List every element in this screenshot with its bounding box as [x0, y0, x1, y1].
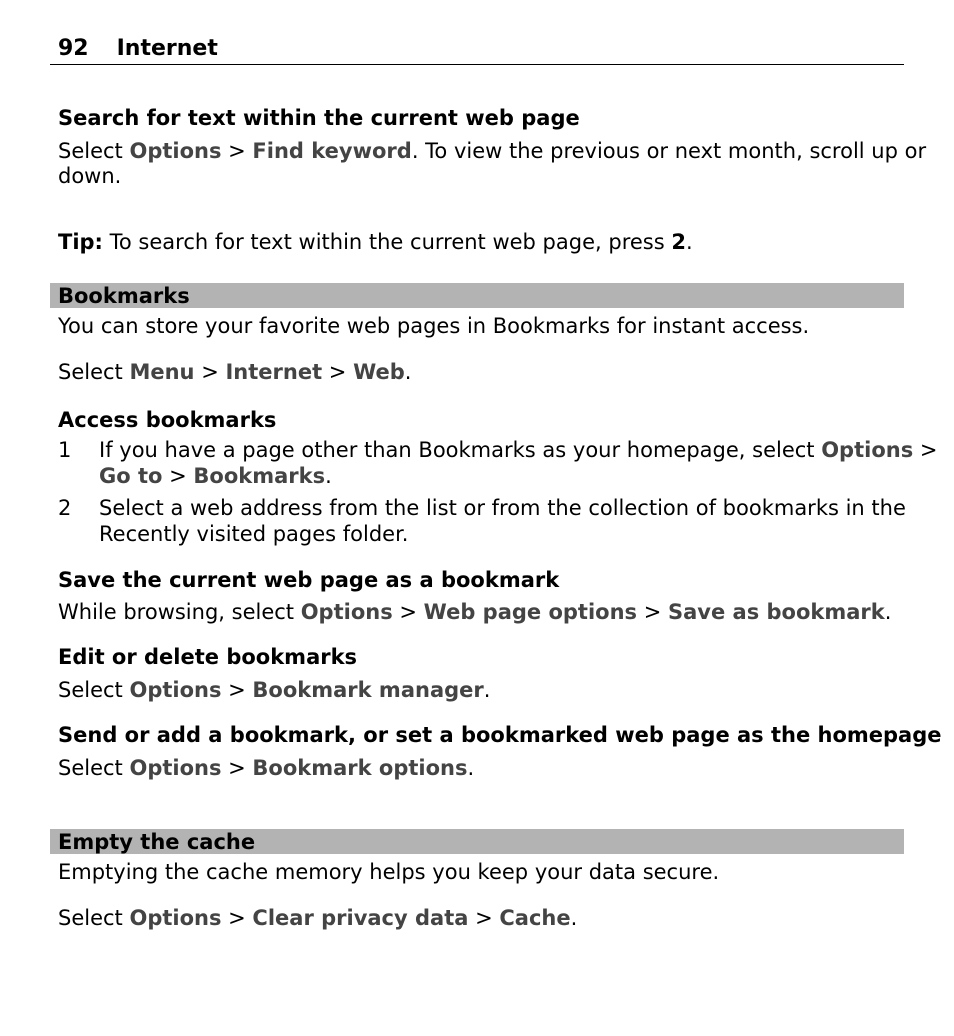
separator: >: [221, 906, 253, 930]
search-instruction: [58, 138, 926, 164]
menu-clear-privacy-data: Clear privacy data: [252, 906, 469, 930]
menu-options: Options: [129, 756, 222, 780]
separator: >: [221, 139, 253, 163]
step-1-line-1: [99, 438, 937, 462]
send-bookmark-heading: Send or add a bookmark, or set a bookmarked web page as the homepage: [58, 723, 942, 747]
separator: >: [221, 756, 253, 780]
menu-menu: Menu: [129, 360, 195, 384]
separator: >: [637, 600, 668, 624]
menu-bookmark-manager: Bookmark manager: [252, 678, 484, 702]
menu-options: Options: [821, 438, 914, 462]
menu-options: Options: [129, 906, 222, 930]
edit-bookmarks-heading: Edit or delete bookmarks: [58, 645, 358, 669]
menu-options: Options: [129, 139, 222, 163]
tip: [58, 230, 693, 254]
period: .: [467, 756, 475, 780]
bookmarks-select-path: [58, 360, 411, 384]
separator: >: [322, 360, 354, 384]
cache-section-bar: [50, 829, 904, 854]
menu-find-keyword: Find keyword: [252, 139, 412, 163]
bookmarks-section-title: Bookmarks: [58, 284, 190, 308]
separator: >: [194, 360, 226, 384]
step-2-line-2: Recently visited pages folder.: [99, 522, 409, 546]
menu-bookmark-options: Bookmark options: [252, 756, 468, 780]
menu-save-as-bookmark: Save as bookmark: [667, 600, 885, 624]
text: If you have a page other than Bookmarks as your homepage, select: [99, 438, 822, 462]
cache-section-title: Empty the cache: [58, 830, 256, 854]
menu-options: Options: [129, 678, 222, 702]
period: .: [570, 906, 578, 930]
running-header: [58, 36, 218, 61]
step-number: 2: [58, 496, 72, 520]
period: .: [404, 360, 412, 384]
send-bookmark-instruction: [58, 756, 474, 780]
text: Select: [58, 139, 130, 163]
header-rule: [50, 64, 904, 65]
tip-key: 2: [671, 230, 686, 254]
separator: >: [392, 600, 424, 624]
menu-bookmarks: Bookmarks: [193, 464, 326, 488]
menu-web-page-options: Web page options: [423, 600, 638, 624]
separator: >: [221, 678, 253, 702]
text: . To view the previous or next month, scroll up or: [411, 139, 927, 163]
step-number: 1: [58, 438, 72, 462]
period: .: [884, 600, 892, 624]
bookmarks-intro: You can store your favorite web pages in Bookmarks for instant access.: [58, 314, 810, 338]
menu-go-to: Go to: [99, 464, 163, 488]
text: While browsing, select: [58, 600, 301, 624]
step-1-line-2: [99, 464, 332, 488]
text: Select: [58, 756, 130, 780]
period: .: [685, 230, 693, 254]
bookmarks-section-bar: [50, 283, 904, 308]
period: .: [325, 464, 332, 488]
text: Select: [58, 906, 130, 930]
text: Select: [58, 360, 130, 384]
period: .: [483, 678, 491, 702]
edit-bookmarks-instruction: [58, 678, 490, 702]
text: Select: [58, 678, 130, 702]
save-bookmark-heading: Save the current web page as a bookmark: [58, 568, 560, 592]
section-name: Internet: [116, 36, 218, 61]
separator: >: [913, 438, 938, 462]
page-number: 92: [58, 36, 89, 61]
tip-text: To search for text within the current web page, press: [102, 230, 672, 254]
separator: >: [162, 464, 194, 488]
separator: >: [468, 906, 500, 930]
tip-label: Tip:: [58, 230, 103, 254]
access-bookmarks-heading: Access bookmarks: [58, 408, 277, 432]
menu-internet: Internet: [225, 360, 323, 384]
menu-web: Web: [353, 360, 405, 384]
menu-options: Options: [300, 600, 393, 624]
search-heading: Search for text within the current web page: [58, 106, 580, 130]
cache-instruction: [58, 906, 577, 930]
menu-cache: Cache: [499, 906, 571, 930]
search-instruction-cont: down.: [58, 164, 122, 188]
cache-intro: Emptying the cache memory helps you keep your data secure.: [58, 860, 720, 884]
step-2-line-1: Select a web address from the list or from the collection of bookmarks in the: [99, 496, 906, 520]
save-bookmark-instruction: [58, 600, 891, 624]
